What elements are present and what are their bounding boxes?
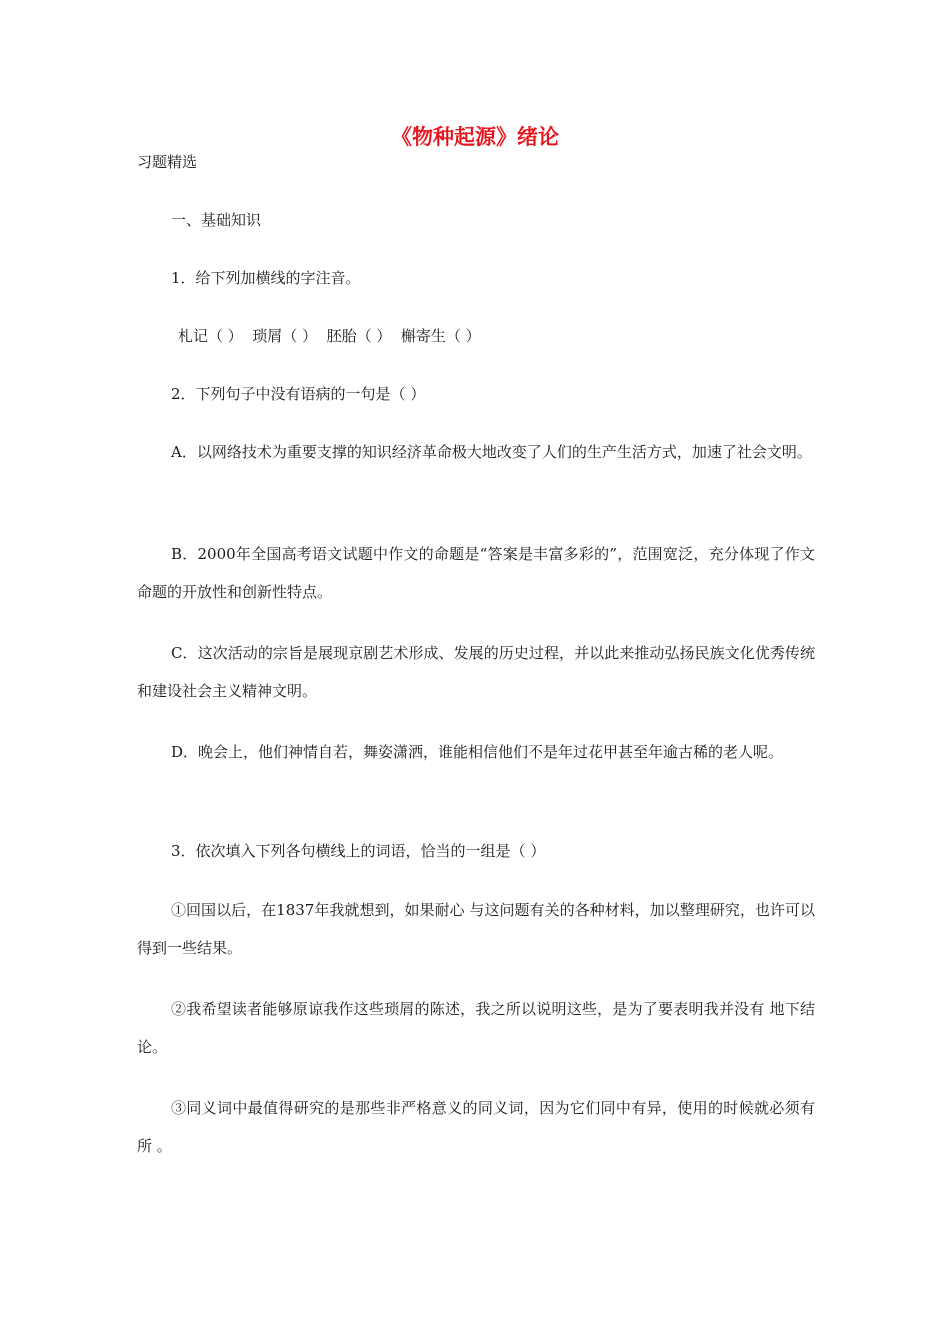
question-2-option-c: C．这次活动的宗旨是展现京剧艺术形成、发展的历史过程，并以此来推动弘扬民族文化优秀传统和建设社会主义精神文明。	[137, 644, 815, 700]
question-2-stem: 2．下列句子中没有语病的一句是（ ）	[171, 385, 426, 403]
question-2-option-b: B．2000年全国高考语文试题中作文的命题是“答案是丰富多彩的”，范围宽泛，充分体现了作文命题的开放性和创新性特点。	[137, 545, 815, 601]
question-3-sentence-3: ③同义词中最值得研究的是那些非严格意义的同义词，因为它们同中有异，使用的时候就必须有所 。	[137, 1099, 815, 1155]
subtitle: 习题精选	[137, 153, 198, 171]
question-3-stem: 3．依次填入下列各句横线上的词语，恰当的一组是（ ）	[171, 842, 546, 860]
question-3-sentence-1: ①回国以后，在1837年我就想到，如果耐心 与这问题有关的各种材料，加以整理研究，也许可以得到一些结果。	[137, 901, 815, 957]
question-2-option-a: A．以网络技术为重要支撑的知识经济革命极大地改变了人们的生产生活方式，加速了社会文明。	[171, 443, 812, 461]
question-1-items: 札记（ ） 琐屑（ ） 胚胎（ ） 槲寄生（ ）	[178, 327, 481, 345]
question-1-stem: 1．给下列加横线的字注音。	[171, 269, 361, 287]
section-heading: 一、基础知识	[171, 211, 262, 229]
document-title: 《物种起源》绪论	[391, 125, 559, 149]
question-3-sentence-2: ②我希望读者能够原谅我作这些琐屑的陈述，我之所以说明这些，是为了要表明我并没有 地下结论。	[137, 1000, 815, 1056]
question-2-option-d: D．晚会上，他们神情自若，舞姿潇洒，谁能相信他们不是年过花甲甚至年逾古稀的老人呢。	[171, 743, 784, 761]
